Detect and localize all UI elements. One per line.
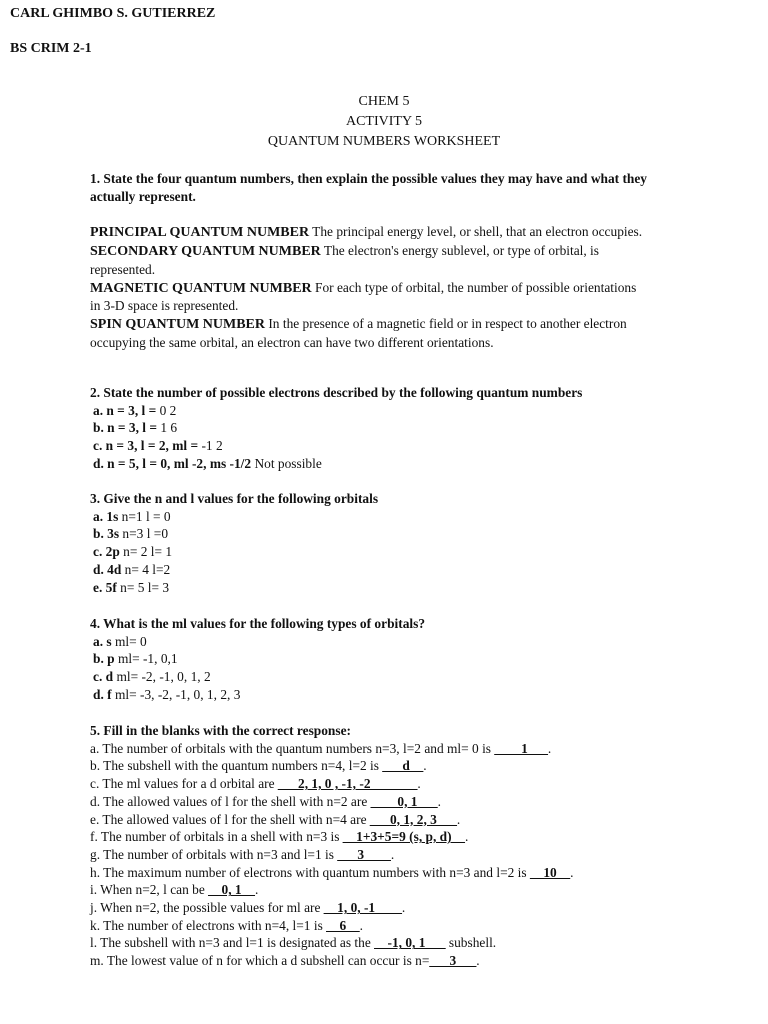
q1-item-spin — [90, 315, 650, 351]
q3-item: e. 5f n= 5 l= 3 — [93, 579, 170, 595]
q5-item: k. The number of electrons with n=4, l=1 is __6__. — [90, 917, 363, 933]
q5-item: m. The lowest value of n for which a d subshell can occur is n=___3___. — [90, 953, 480, 969]
q5-item: j. When n=2, the possible values for ml are __1, 0, -1____. — [90, 900, 406, 916]
q4-item: a. s ml= 0 — [93, 633, 147, 649]
q1-definition: For each type of orbital, the number of possible orientations in 3-D space is represented. — [90, 279, 637, 314]
question-1 — [90, 170, 650, 351]
activity-title: ACTIVITY 5 — [345, 114, 423, 129]
q5-item: f. The number of orbitals in a shell with n=3 is __1+3+5=9 (s, p, d)__. — [90, 829, 469, 845]
q1-term: SPIN QUANTUM NUMBER — [90, 316, 265, 332]
student-name: CARL GHIMBO S. GUTIERREZ — [10, 6, 216, 21]
question-3-prompt: 3. Give the n and l values for the following orbitals — [90, 491, 379, 506]
q4-item: c. d ml= -2, -1, 0, 1, 2 — [93, 669, 211, 685]
q4-item: b. p ml= -1, 0,1 — [93, 651, 178, 667]
q3-item: a. 1s n=1 l = 0 — [93, 508, 171, 524]
q5-item: b. The subshell with the quantum numbers n=4, l=2 is ___d__. — [90, 758, 427, 774]
q1-definition: The principal energy level, or shell, that an electron occupies. — [309, 224, 643, 240]
question-5 — [90, 722, 650, 970]
q2-item: d. n = 5, l = 0, ml -2, ms -1/2 Not possible — [93, 455, 322, 471]
q5-item: d. The allowed values of l for the shell with n=2 are ____0, 1___. — [90, 793, 441, 809]
question-2-prompt: 2. State the number of possible electrons described by the following quantum numbers — [90, 385, 583, 400]
question-1-prompt: 1. State the four quantum numbers, then explain the possible values they may have and what they actually represent. — [90, 171, 648, 204]
question-4 — [90, 615, 650, 704]
q4-item: d. f ml= -3, -2, -1, 0, 1, 2, 3 — [93, 686, 241, 702]
course-title: CHEM 5 — [358, 94, 410, 109]
q5-item: c. The ml values for a d orbital are ___2, 1, 0 , -1, -2_______. — [90, 776, 421, 792]
q1-item-principal — [90, 223, 650, 242]
question-2 — [90, 384, 650, 473]
question-5-prompt: 5. Fill in the blanks with the correct response: — [90, 723, 351, 738]
q1-term: MAGNETIC QUANTUM NUMBER — [90, 280, 312, 296]
q1-definition: In the presence of a magnetic field or in respect to another electron occupying the same orbital, an electron can have two different orientations. — [90, 315, 627, 350]
q3-item: c. 2p n= 2 l= 1 — [93, 544, 173, 560]
q2-item: a. n = 3, l = 0 2 — [93, 402, 177, 418]
q5-item: h. The maximum number of electrons with quantum numbers with n=3 and l=2 is __10__. — [90, 864, 574, 880]
q2-item: c. n = 3, l = 2, ml = -1 2 — [93, 438, 223, 454]
q2-item: b. n = 3, l = 1 6 — [93, 420, 178, 436]
q3-item: d. 4d n= 4 l=2 — [93, 561, 171, 577]
q1-item-secondary — [90, 242, 650, 278]
q1-definition: The electron's energy sublevel, or type of orbital, is represented. — [90, 243, 599, 277]
q5-item: i. When n=2, l can be __0, 1__. — [90, 882, 259, 898]
question-3 — [90, 490, 650, 596]
q5-item: e. The allowed values of l for the shell with n=4 are ___0, 1, 2, 3___. — [90, 811, 461, 827]
q1-term: SECONDARY QUANTUM NUMBER — [90, 244, 321, 260]
worksheet-title: QUANTUM NUMBERS WORKSHEET — [267, 134, 501, 149]
q5-item: g. The number of orbitals with n=3 and l=1 is ___3____. — [90, 846, 395, 862]
q5-item: a. The number of orbitals with the quantum numbers n=3, l=2 and ml= 0 is ____1___. — [90, 740, 552, 756]
q5-item: l. The subshell with n=3 and l=1 is designated as the __-1, 0, 1___ subshell. — [90, 935, 497, 951]
q1-item-magnetic — [90, 279, 650, 315]
student-course: BS CRIM 2-1 — [10, 41, 92, 56]
question-4-prompt: 4. What is the ml values for the following types of orbitals? — [90, 616, 426, 631]
q1-term: PRINCIPAL QUANTUM NUMBER — [90, 225, 310, 241]
q3-item: b. 3s n=3 l =0 — [93, 526, 169, 542]
